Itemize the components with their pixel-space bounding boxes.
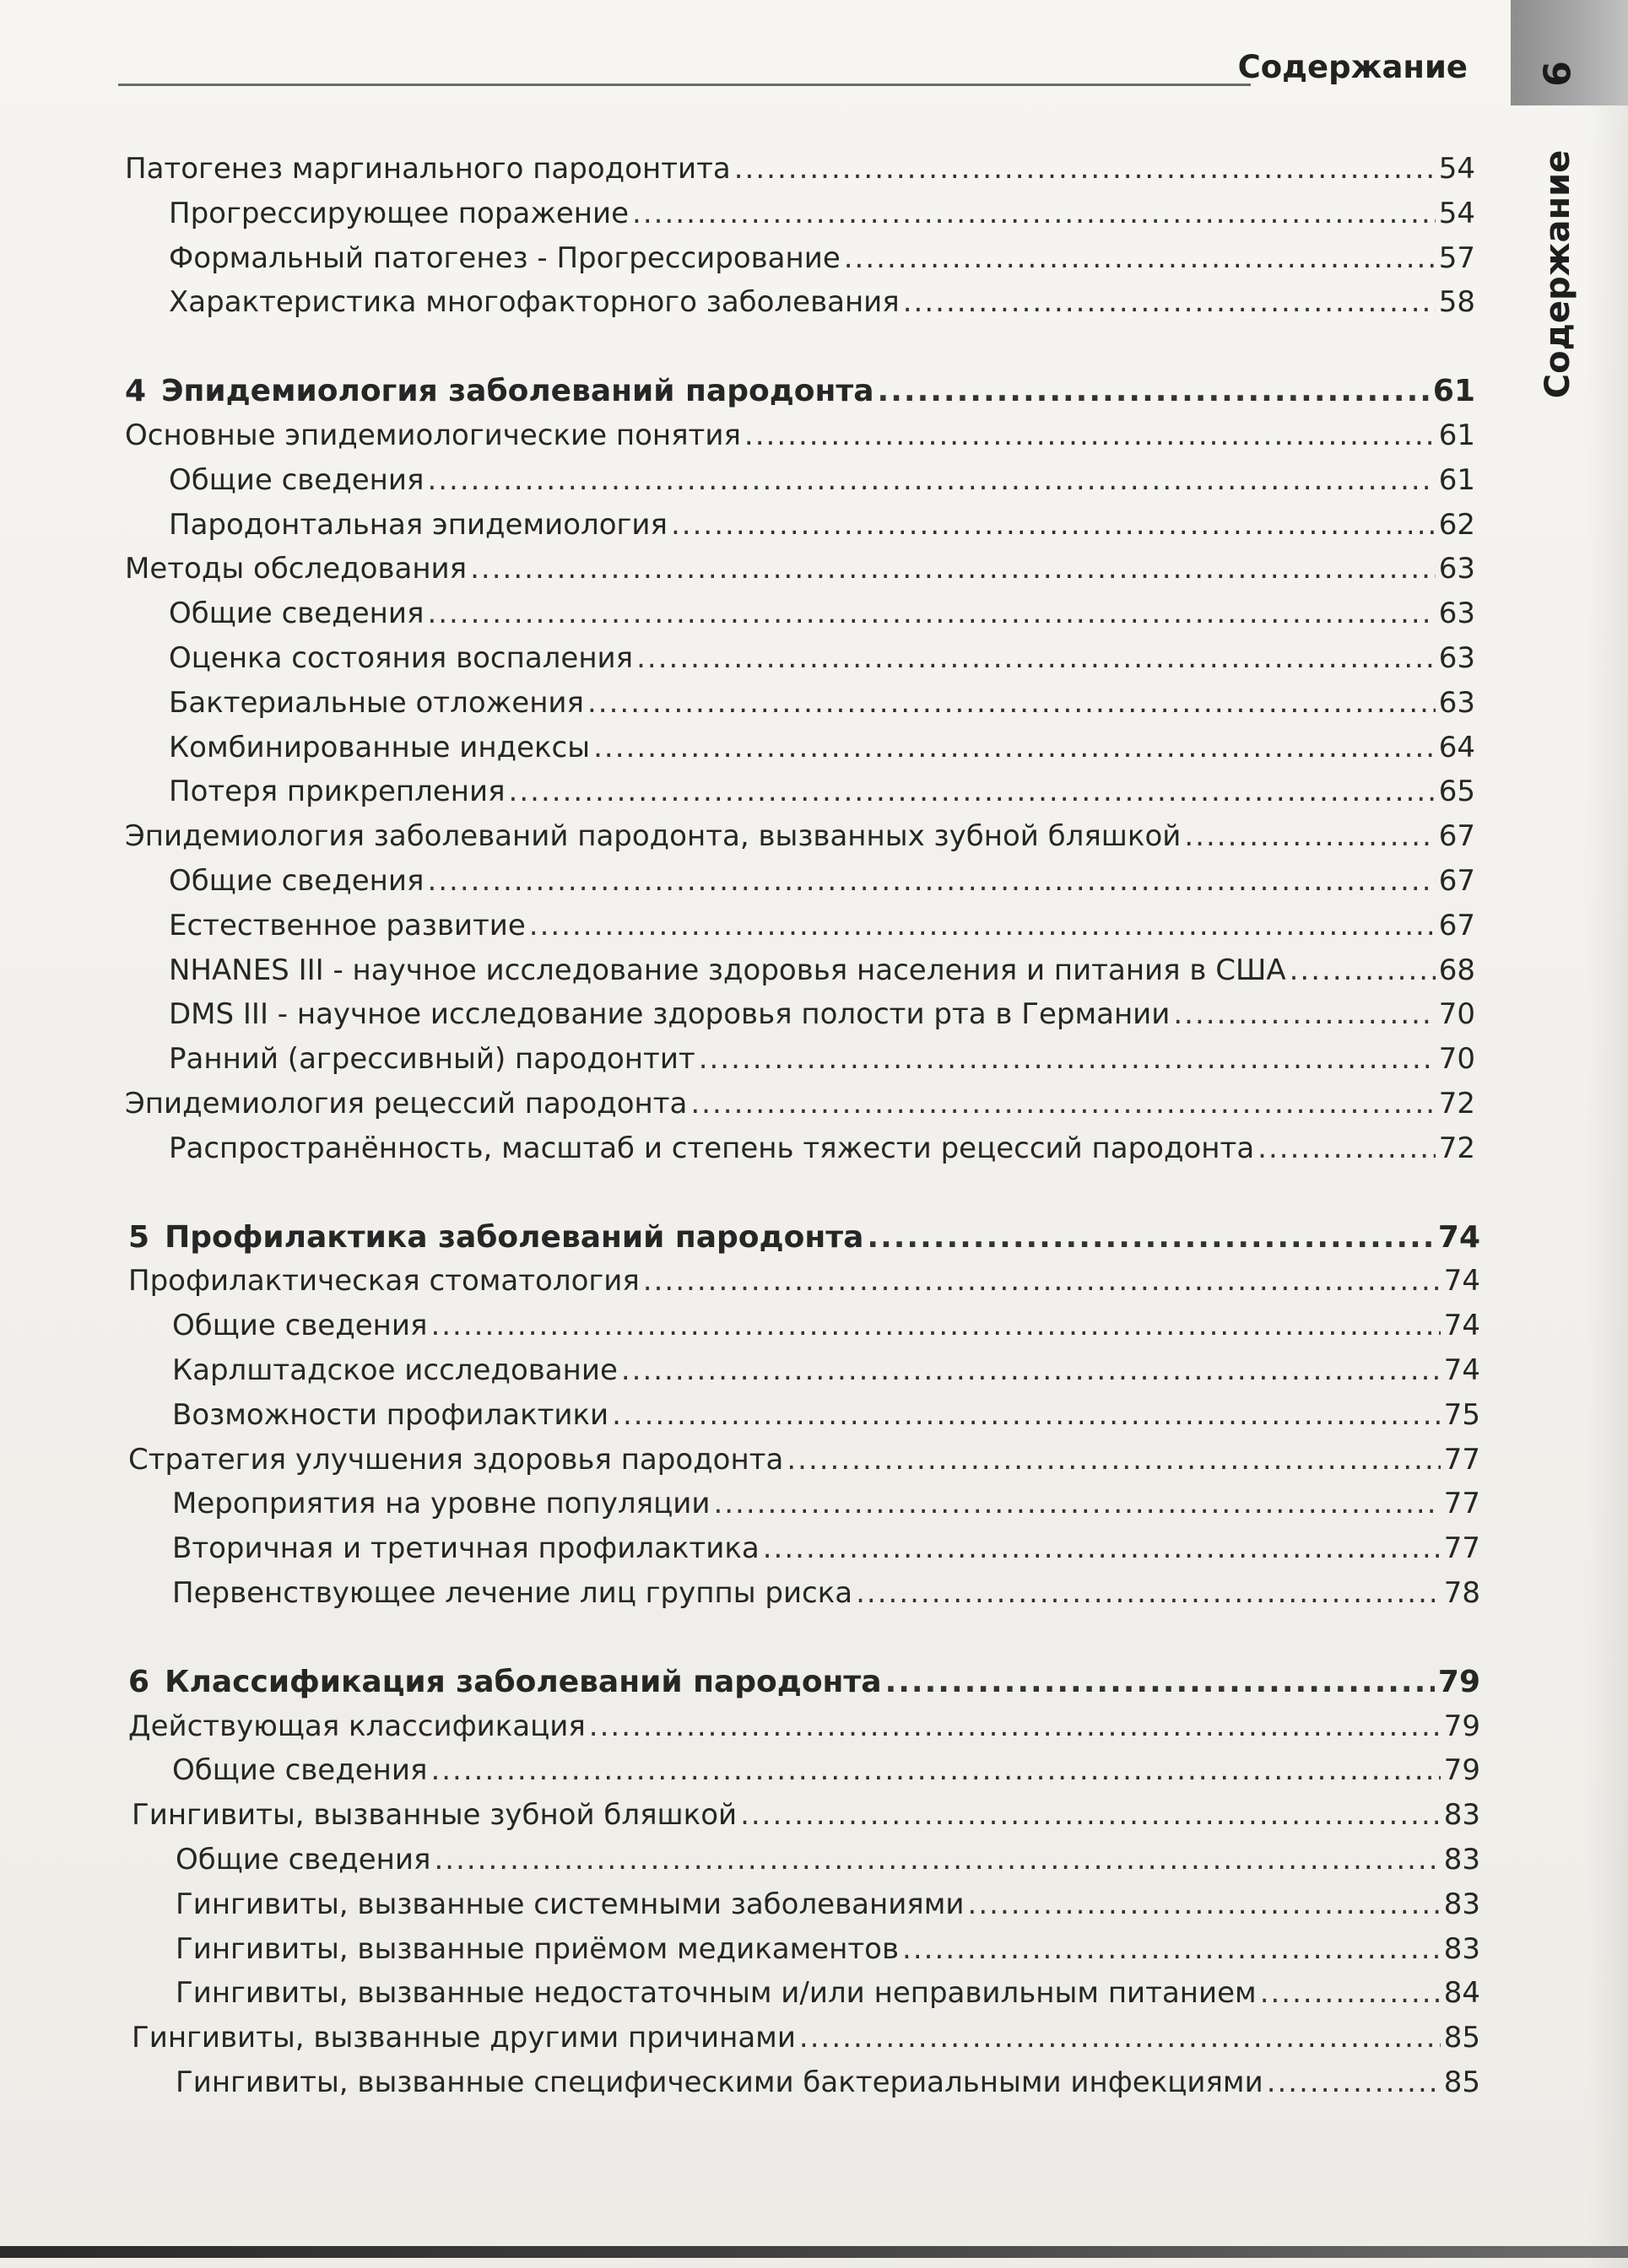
- toc-entry-title: Комбинированные индексы: [169, 730, 591, 764]
- toc-subsection: [169, 641, 1475, 682]
- toc-page-number: 61: [1438, 418, 1475, 452]
- toc-page-number: 67: [1438, 864, 1475, 898]
- header-rule: [118, 84, 1251, 86]
- toc-page-number: 57: [1438, 240, 1475, 275]
- toc-leader-dots: [587, 686, 1436, 720]
- toc-subsection: [176, 1932, 1480, 1973]
- toc-page-number: 74: [1443, 1264, 1480, 1299]
- toc-leader-dots: [903, 285, 1436, 319]
- page-edge-shadow: [1586, 0, 1628, 2268]
- toc-leader-dots: [799, 2021, 1441, 2055]
- toc-section: [132, 2021, 1480, 2061]
- toc-page-number: 74: [1443, 1309, 1480, 1343]
- toc-leader-dots: [632, 197, 1436, 230]
- toc-entry-title: Патогенез маргинального пародонтита: [125, 152, 731, 186]
- toc-leader-dots: [636, 641, 1436, 675]
- toc-chapter-number: 4: [125, 374, 147, 409]
- toc-entry-title: Первенствующее лечение лиц группы риска: [172, 1576, 853, 1610]
- toc-subsection: [169, 1131, 1475, 1172]
- toc-leader-dots: [434, 1843, 1440, 1876]
- toc-subsection: [172, 1398, 1480, 1439]
- toc-section: [125, 819, 1475, 860]
- toc-entry-title: Общие сведения: [169, 864, 425, 898]
- toc-leader-dots: [734, 152, 1436, 186]
- toc-entry-title: Гингивиты, вызванные зубной бляшкой: [132, 1798, 738, 1833]
- toc-chapter-number: 6: [128, 1664, 150, 1699]
- toc-leader-dots: [612, 1398, 1441, 1432]
- toc-leader-dots: [671, 508, 1436, 542]
- toc-entry-title: Эпидемиология заболеваний пародонта, вызванных зубной бляшкой: [125, 819, 1182, 854]
- toc-entry-title: Общие сведения: [172, 1309, 428, 1343]
- toc-page-number: 67: [1438, 908, 1475, 942]
- running-header-title: Содержание: [1237, 49, 1468, 85]
- toc-subsection: [169, 864, 1475, 904]
- toc-leader-dots: [621, 1353, 1441, 1387]
- toc-section: [132, 1798, 1480, 1839]
- toc-section: [125, 418, 1475, 459]
- toc-subsection: [169, 241, 1475, 282]
- toc-leader-dots: [509, 775, 1436, 808]
- toc-page-number: 68: [1438, 953, 1475, 987]
- toc-page-number: 70: [1438, 997, 1475, 1032]
- toc-entry-title: Гингивиты, вызванные недостаточным и/или неправильным питанием: [176, 1976, 1257, 2011]
- toc-entry-title: Гингивиты, вызванные приёмом медикаментов: [176, 1931, 900, 1966]
- toc-page-number: 54: [1438, 196, 1475, 230]
- toc-subsection: [169, 197, 1475, 237]
- toc-page-number: 85: [1443, 2021, 1480, 2055]
- toc-entry-title: Карлштадское исследование: [172, 1353, 618, 1387]
- toc-leader-dots: [902, 1932, 1441, 1966]
- toc-entry-title: DMS III - научное исследование здоровья полости рта в Германии: [169, 997, 1171, 1032]
- toc-entry-title: Общие сведения: [169, 462, 425, 497]
- toc-subsection: [176, 2066, 1480, 2106]
- toc-subsection: [172, 1487, 1480, 1527]
- toc-page-number: 63: [1438, 641, 1475, 675]
- toc-page-number: 77: [1443, 1442, 1480, 1477]
- toc-page-number: 62: [1438, 507, 1475, 542]
- toc-page-number: 85: [1443, 2066, 1480, 2099]
- toc-page-number: 83: [1443, 1931, 1480, 1966]
- toc-page-number: 78: [1443, 1576, 1480, 1610]
- toc-entry-title: Профилактическая стоматология: [128, 1264, 640, 1299]
- toc-entry-title: Распространённость, масштаб и степень тяжести рецессий пародонта: [169, 1131, 1255, 1165]
- toc-subsection: [169, 997, 1475, 1038]
- toc-page-number: 83: [1443, 1887, 1480, 1921]
- toc-page-number: 61: [1438, 462, 1475, 497]
- toc-subsection: [176, 1887, 1480, 1928]
- toc-chapter: [125, 374, 1475, 414]
- toc-entry-title: Основные эпидемиологические понятия: [125, 418, 741, 452]
- toc-page-number: 72: [1438, 1087, 1475, 1120]
- toc-entry-title: Общие сведения: [169, 597, 425, 631]
- toc-entry-title: Вторичная и третичная профилактика: [172, 1531, 760, 1566]
- toc-subsection: [169, 775, 1475, 815]
- toc-section: [125, 152, 1475, 192]
- toc-page-number: 63: [1438, 685, 1475, 720]
- toc-page-number: 84: [1443, 1976, 1480, 2011]
- toc-leader-dots: [844, 241, 1436, 275]
- toc-entry-title: Гингивиты, вызванные другими причинами: [132, 2021, 796, 2055]
- toc-subsection: [172, 1531, 1480, 1572]
- toc-chapter: [128, 1220, 1480, 1261]
- toc-leader-dots: [529, 909, 1436, 942]
- toc-leader-dots: [740, 1798, 1441, 1832]
- toc-entry-title: Эпидемиология заболеваний пародонта: [161, 374, 874, 409]
- toc-page-number: 54: [1438, 152, 1475, 186]
- toc-section: [128, 1709, 1480, 1750]
- toc-page-number: 64: [1438, 730, 1475, 764]
- toc-page-number: 83: [1443, 1843, 1480, 1876]
- toc-page-number: 77: [1443, 1531, 1480, 1566]
- toc-leader-dots: [690, 1087, 1435, 1120]
- toc-leader-dots: [856, 1576, 1441, 1610]
- toc-section: [128, 1264, 1480, 1304]
- toc-leader-dots: [427, 597, 1435, 630]
- toc-page-number: 67: [1438, 819, 1475, 854]
- toc-page-number: 72: [1438, 1131, 1475, 1165]
- toc-leader-dots: [699, 1042, 1436, 1076]
- page-number: 9: [1533, 61, 1577, 87]
- toc-entry-title: Профилактика заболеваний пародонта: [165, 1219, 864, 1255]
- toc-subsection: [169, 953, 1475, 994]
- toc-leader-dots: [713, 1487, 1440, 1520]
- toc-entry-title: Действующая классификация: [128, 1709, 586, 1743]
- toc-leader-dots: [878, 374, 1430, 408]
- toc-page-number: 79: [1443, 1753, 1480, 1788]
- toc-leader-dots: [427, 463, 1435, 497]
- toc-section: [128, 1443, 1480, 1483]
- toc-leader-dots: [1260, 1976, 1441, 2010]
- toc-page-number: 74: [1443, 1353, 1480, 1387]
- toc-subsection: [169, 686, 1475, 726]
- toc-subsection: [172, 1309, 1480, 1349]
- toc-entry-title: Прогрессирующее поражение: [169, 196, 630, 230]
- toc-entry-title: Общие сведения: [176, 1843, 431, 1876]
- toc-leader-dots: [787, 1443, 1440, 1477]
- toc-subsection: [172, 1576, 1480, 1617]
- toc-entry-title: Классификация заболеваний пародонта: [165, 1664, 882, 1699]
- toc-entry-title: Эпидемиология рецессий пародонта: [125, 1087, 688, 1120]
- toc-leader-dots: [427, 864, 1435, 898]
- toc-page-number: 63: [1438, 597, 1475, 631]
- toc-subsection: [169, 909, 1475, 949]
- toc-entry-title: Методы обследования: [125, 552, 468, 586]
- toc-leader-dots: [885, 1665, 1435, 1699]
- toc-chapter-number: 5: [128, 1219, 150, 1255]
- toc-chapter: [128, 1665, 1480, 1705]
- toc-leader-dots: [1184, 819, 1435, 853]
- toc-entry-title: Пародонтальная эпидемиология: [169, 507, 668, 542]
- toc-entry-title: Мероприятия на уровне популяции: [172, 1487, 711, 1521]
- toc-subsection: [169, 508, 1475, 548]
- toc-leader-dots: [968, 1887, 1441, 1921]
- toc-page-number: 79: [1443, 1709, 1480, 1743]
- toc-section: [125, 552, 1475, 592]
- toc-entry-title: Возможности профилактики: [172, 1397, 609, 1432]
- toc-subsection: [169, 285, 1475, 326]
- toc-leader-dots: [1173, 997, 1435, 1031]
- toc-entry-title: Ранний (агрессивный) пародонтит: [169, 1042, 695, 1077]
- toc-entry-title: Общие сведения: [172, 1753, 428, 1788]
- toc-subsection: [169, 1042, 1475, 1083]
- toc-page-number: 61: [1432, 374, 1475, 409]
- toc-subsection: [169, 463, 1475, 504]
- toc-page-number: 83: [1443, 1798, 1480, 1833]
- toc-leader-dots: [643, 1264, 1441, 1298]
- toc-leader-dots: [744, 418, 1436, 452]
- toc-page-number: 63: [1438, 552, 1475, 586]
- toc-leader-dots: [430, 1753, 1440, 1787]
- toc-section: [125, 1087, 1475, 1127]
- toc-entry-title: Гингивиты, вызванные системными заболеваниями: [176, 1887, 965, 1921]
- toc-leader-dots: [1290, 953, 1436, 987]
- toc-page-number: 65: [1438, 775, 1475, 809]
- toc-subsection: [172, 1353, 1480, 1394]
- toc-entry-title: Естественное развитие: [169, 908, 526, 942]
- toc-entry-title: Характеристика многофакторного заболевания: [169, 285, 900, 320]
- toc-entry-title: Бактериальные отложения: [169, 685, 584, 720]
- toc-entry-title: Гингивиты, вызванные специфическими бактериальными инфекциями: [176, 2066, 1263, 2099]
- toc-page-number: 58: [1438, 285, 1475, 320]
- toc-leader-dots: [1267, 2066, 1441, 2099]
- toc-subsection: [176, 1976, 1480, 2017]
- toc-leader-dots: [430, 1309, 1440, 1342]
- scan-bottom-edge: [0, 2246, 1628, 2258]
- toc-leader-dots: [593, 731, 1436, 764]
- toc-entry-title: NHANES III - научное исследование здоровья населения и питания в США: [169, 953, 1286, 987]
- toc-subsection: [169, 597, 1475, 637]
- toc-page-number: 79: [1437, 1664, 1480, 1699]
- toc-page-number: 77: [1443, 1487, 1480, 1521]
- toc-leader-dots: [763, 1531, 1441, 1565]
- side-section-label: Содержание: [1539, 149, 1577, 399]
- toc-subsection: [176, 1843, 1480, 1883]
- toc-subsection: [172, 1753, 1480, 1794]
- toc-subsection: [169, 731, 1475, 771]
- toc-page-number: 74: [1437, 1219, 1480, 1255]
- toc-leader-dots: [470, 552, 1436, 586]
- toc-entry-title: Формальный патогенез - Прогрессирование: [169, 240, 841, 275]
- toc-entry-title: Потеря прикрепления: [169, 775, 506, 809]
- toc-page-number: 75: [1443, 1397, 1480, 1432]
- toc-leader-dots: [589, 1709, 1441, 1743]
- toc-leader-dots: [1258, 1131, 1436, 1165]
- toc-entry-title: Оценка состояния воспаления: [169, 641, 634, 675]
- toc-leader-dots: [867, 1220, 1435, 1255]
- toc-entry-title: Стратегия улучшения здоровья пародонта: [128, 1442, 784, 1477]
- toc-page-number: 70: [1438, 1042, 1475, 1077]
